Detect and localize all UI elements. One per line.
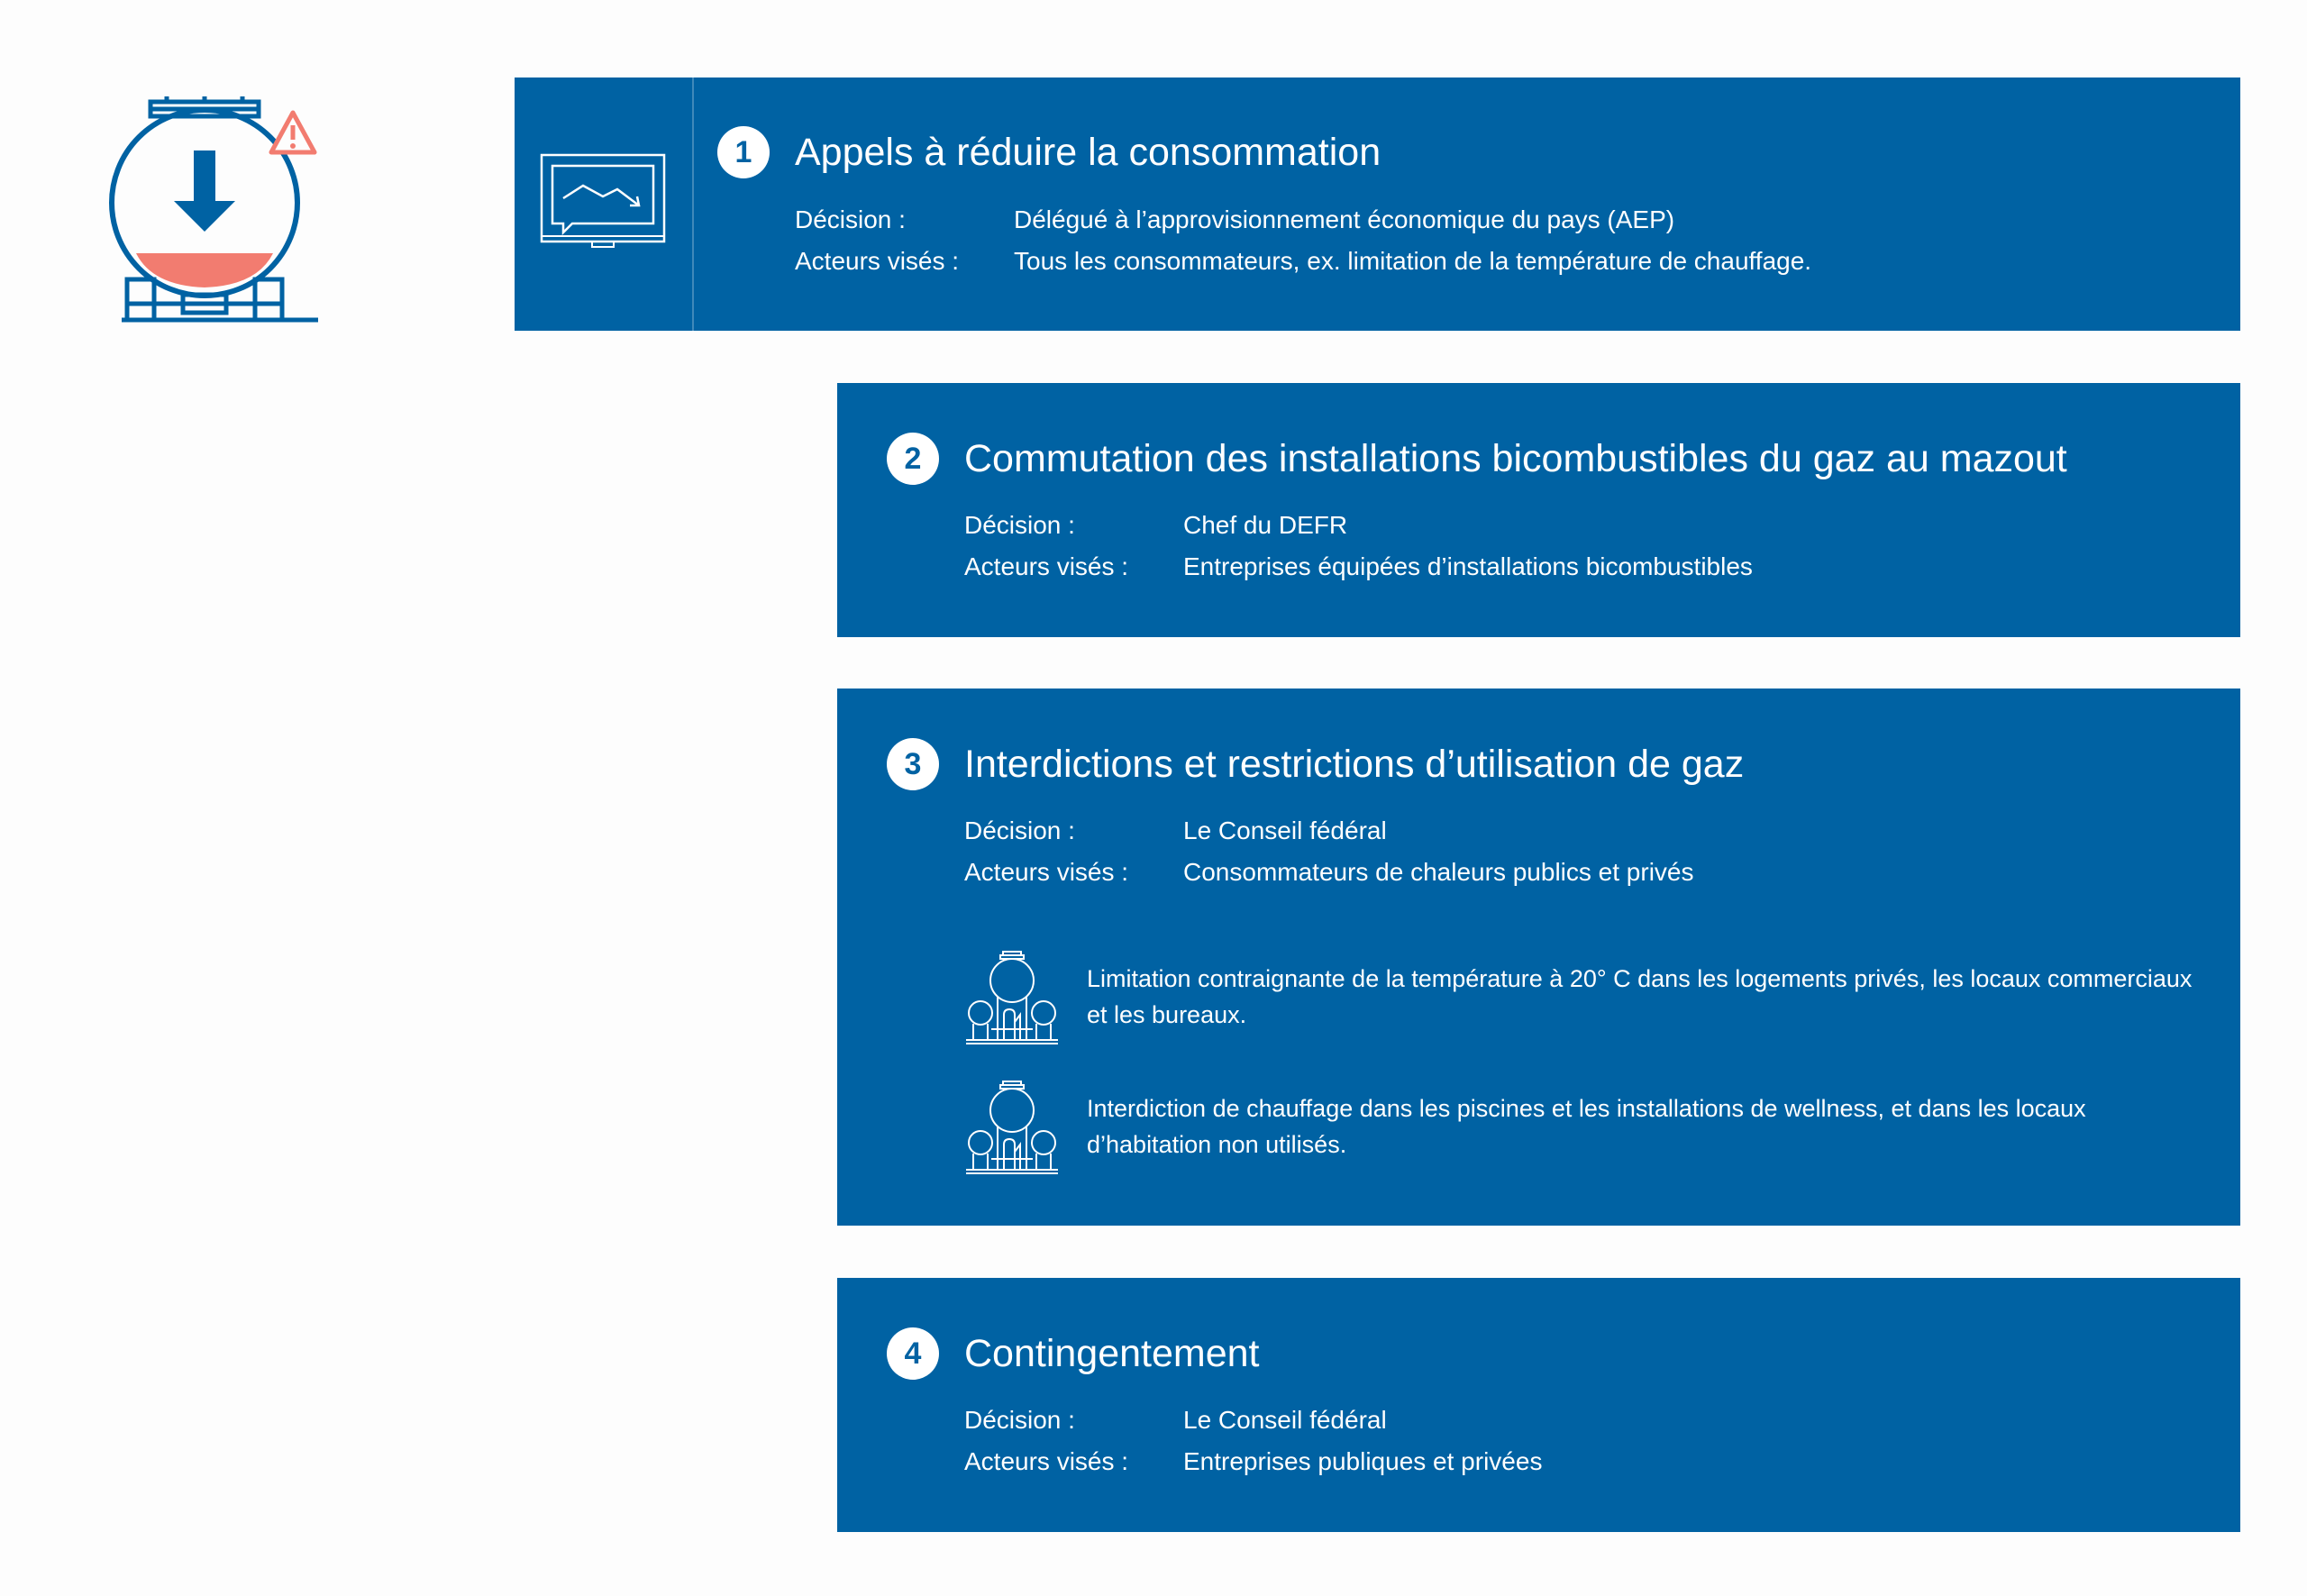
step-1-actors-value: Tous les consommateurs, ex. limitation de la température de chauffage. bbox=[1014, 247, 1812, 275]
step-1-box bbox=[515, 78, 2240, 331]
measure-item bbox=[964, 1080, 2208, 1175]
step-3-decision-value: Le Conseil fédéral bbox=[1183, 816, 1387, 844]
step-4-decision-value: Le Conseil fédéral bbox=[1183, 1406, 1387, 1434]
measure-text: Interdiction de chauffage dans les piscines et les installations de wellness, et dans les locaux d’habitation non utilisés. bbox=[1087, 1095, 2086, 1158]
step-1-number: 1 bbox=[717, 126, 770, 178]
step-3-actors-value: Consommateurs de chaleurs publics et privés bbox=[1183, 858, 1694, 886]
step-1-icon-panel bbox=[515, 78, 694, 331]
step-4-number: 4 bbox=[887, 1327, 939, 1380]
step-2-actors-value: Entreprises équipées d’installations bicombustibles bbox=[1183, 552, 1753, 580]
step-3-box bbox=[837, 689, 2240, 1226]
screen-declining-chart-icon bbox=[540, 153, 666, 251]
step-3-header bbox=[887, 738, 1744, 790]
step-1-details bbox=[795, 199, 1811, 282]
step-1-decision-row bbox=[795, 199, 1811, 241]
step-3-measures bbox=[964, 950, 2208, 1209]
step-2-box bbox=[837, 383, 2240, 637]
step-4-actors-value: Entreprises publiques et privées bbox=[1183, 1447, 1543, 1475]
decision-label: Décision : bbox=[964, 816, 1075, 844]
step-4-actors-row bbox=[964, 1441, 1542, 1482]
step-3-actors-row bbox=[964, 852, 1693, 893]
step-2-decision-row bbox=[964, 505, 1753, 546]
step-1-actors-row bbox=[795, 241, 1811, 282]
step-4-box bbox=[837, 1278, 2240, 1532]
actors-label: Acteurs visés : bbox=[964, 552, 1129, 580]
step-3-details bbox=[964, 810, 1693, 893]
step-2-details bbox=[964, 505, 1753, 588]
step-3-number: 3 bbox=[887, 738, 939, 790]
gas-tank-decreasing-warning-icon bbox=[86, 95, 329, 329]
step-4-header bbox=[887, 1327, 1260, 1380]
step-2-header bbox=[887, 433, 2067, 485]
step-2-title: Commutation des installations bicombustibles du gaz au mazout bbox=[964, 436, 2067, 480]
step-3-title: Interdictions et restrictions d’utilisation de gaz bbox=[964, 742, 1745, 786]
decision-label: Décision : bbox=[964, 1406, 1075, 1434]
step-1-decision-value: Délégué à l’approvisionnement économique du pays (AEP) bbox=[1014, 205, 1675, 233]
step-2-decision-value: Chef du DEFR bbox=[1183, 511, 1348, 539]
step-1-title: Appels à réduire la consommation bbox=[795, 130, 1381, 174]
step-4-details bbox=[964, 1400, 1542, 1482]
decision-label: Décision : bbox=[795, 205, 906, 233]
step-3-decision-row bbox=[964, 810, 1693, 852]
decision-label: Décision : bbox=[964, 511, 1075, 539]
step-4-title: Contingentement bbox=[964, 1331, 1260, 1375]
measure-item bbox=[964, 950, 2208, 1045]
measure-text: Limitation contraignante de la température à 20° C dans les logements privés, les locaux commerciaux et les bureaux. bbox=[1087, 965, 2193, 1028]
actors-label: Acteurs visés : bbox=[964, 1447, 1129, 1475]
step-2-actors-row bbox=[964, 546, 1753, 588]
actors-label: Acteurs visés : bbox=[795, 247, 960, 275]
step-4-decision-row bbox=[964, 1400, 1542, 1441]
gas-installation-icon bbox=[964, 950, 1060, 1045]
step-2-number: 2 bbox=[887, 433, 939, 485]
step-1-header bbox=[717, 126, 1381, 178]
gas-installation-icon bbox=[964, 1080, 1060, 1175]
actors-label: Acteurs visés : bbox=[964, 858, 1129, 886]
